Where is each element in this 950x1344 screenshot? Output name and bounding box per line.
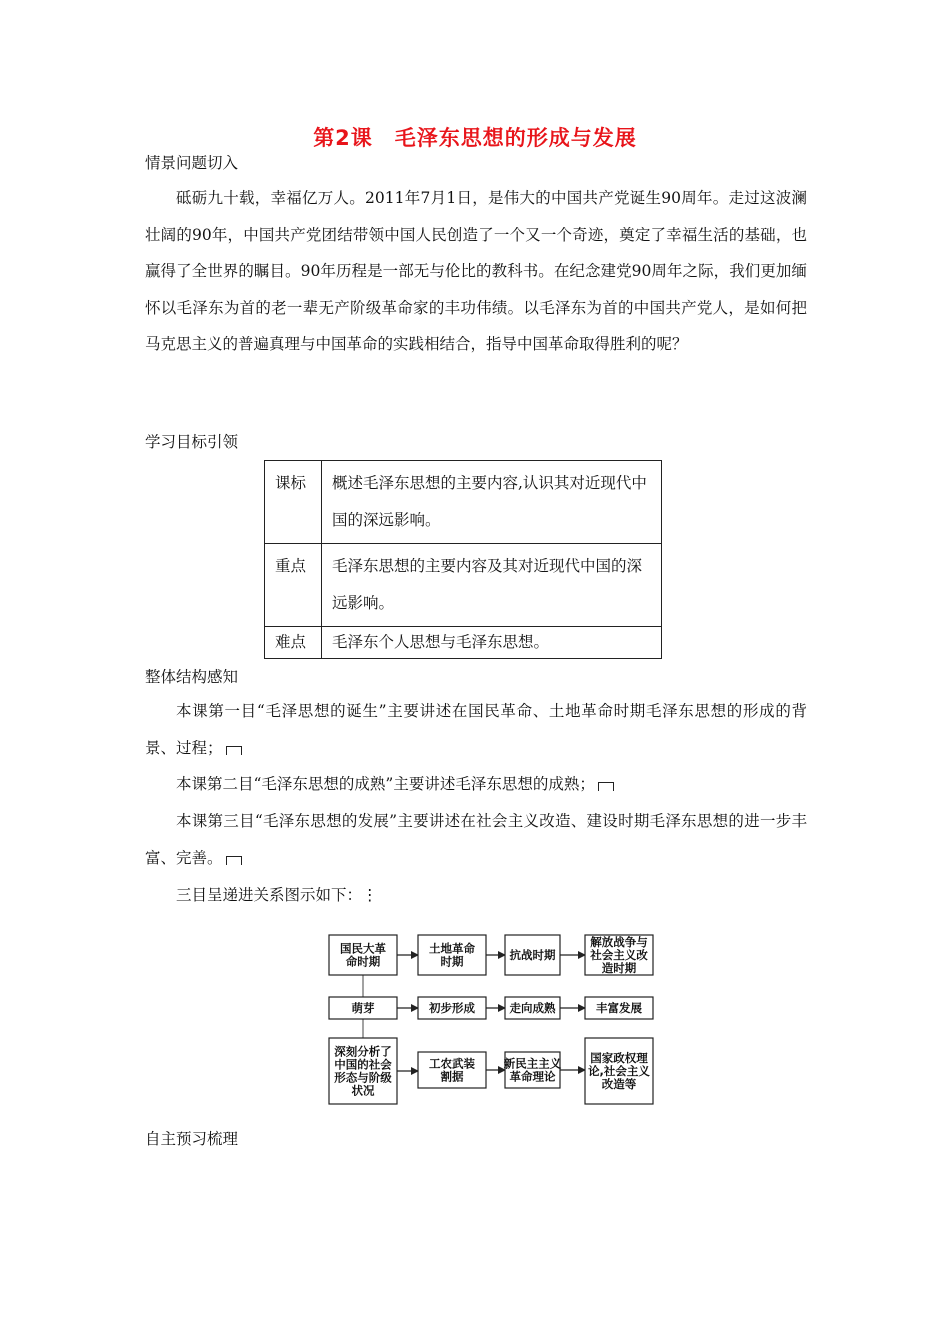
diagram-label: 抗战时期 <box>509 948 556 962</box>
structure-paragraph <box>145 693 807 766</box>
page-title: 第2课 毛泽东思想的形成与发展 <box>313 126 637 150</box>
blank-mark-icon <box>226 746 242 755</box>
diagram-label: 萌芽 <box>351 1001 375 1015</box>
goal-value: 毛泽东个人思想与毛泽东思想。 <box>322 627 662 659</box>
diagram-label: 中国的社会 <box>334 1057 392 1072</box>
goal-key: 重点 <box>265 544 322 627</box>
progression-diagram <box>320 925 660 1110</box>
diagram-label: 形态与阶级 <box>334 1070 392 1085</box>
diagram-label: 社会主义改 <box>590 948 648 962</box>
table-row <box>265 544 662 627</box>
structure-text: 三目呈递进关系图示如下：⋮ <box>176 886 378 904</box>
intro-paragraph: 砥砺九十载，幸福亿万人。2011年7月1日，是伟大的中国共产党诞生90周年。走过这波澜壮阔的90年，中国共产党团结带领中国人民创造了一个又一个奇迹，奠定了幸福生活的基础，也赢得了全世界的瞩目。90年历程是一部无与伦比的教科书。在纪念建党90周年之际，我们更加缅怀以毛泽东为首的老一辈无产阶级革命家的丰功伟绩。以毛泽东为首的中国共产党人，是如何把马克思主义的普遍真理与中国革命的实践相结合，指导中国革命取得胜利的呢？ <box>145 189 807 353</box>
structure-paragraph <box>145 803 807 876</box>
diagram-label: 状况 <box>351 1083 375 1098</box>
diagram-label: 工农武装 <box>429 1056 475 1071</box>
section-heading-preview: 自主预习梳理 <box>145 1130 239 1148</box>
diagram-label: 造时期 <box>601 961 637 975</box>
diagram-label: 国家政权理 <box>590 1051 648 1065</box>
goal-key: 课标 <box>265 461 322 544</box>
goal-value: 概述毛泽东思想的主要内容,认识其对近现代中国的深远影响。 <box>322 461 662 544</box>
structure-text: 本课第一目“毛泽思想的诞生”主要讲述在国民革命、土地革命时期毛泽东思想的形成的背景、过程； <box>145 702 807 757</box>
blank-mark-icon <box>598 782 614 791</box>
blank-mark-icon <box>226 856 242 865</box>
goals-table <box>264 460 662 659</box>
diagram-label: 丰富发展 <box>596 1001 642 1015</box>
diagram-label: 命时期 <box>345 954 381 969</box>
diagram-label: 革命理论 <box>509 1069 556 1084</box>
structure-text: 本课第二目“毛泽东思想的成熟”主要讲述毛泽东思想的成熟； <box>176 775 595 793</box>
diagram-label: 新民主主义 <box>503 1056 562 1071</box>
diagram-label: 论,社会主义 <box>588 1064 650 1078</box>
structure-paragraph <box>145 766 807 803</box>
diagram-label: 国民大革 <box>340 941 386 956</box>
diagram-label: 时期 <box>440 954 464 969</box>
diagram-label: 改造等 <box>601 1077 637 1091</box>
diagram-label: 初步形成 <box>429 1001 475 1015</box>
goal-key: 难点 <box>265 627 322 659</box>
diagram-label: 割据 <box>440 1069 464 1084</box>
section-heading-goals: 学习目标引领 <box>145 433 239 451</box>
section-heading-structure: 整体结构感知 <box>145 668 239 686</box>
diagram-label: 土地革命 <box>429 941 475 956</box>
structure-text: 本课第三目“毛泽东思想的发展”主要讲述在社会主义改造、建设时期毛泽东思想的进一步丰富、完善。 <box>145 812 807 867</box>
section-heading-scenario: 情景问题切入 <box>145 154 239 172</box>
diagram-label: 深刻分析了 <box>334 1044 392 1059</box>
goal-value: 毛泽东思想的主要内容及其对近现代中国的深远影响。 <box>322 544 662 627</box>
table-row <box>265 627 662 659</box>
diagram-label: 走向成熟 <box>509 1001 556 1015</box>
table-row <box>265 461 662 544</box>
structure-paragraph <box>145 877 807 914</box>
diagram-label: 解放战争与 <box>590 935 648 949</box>
